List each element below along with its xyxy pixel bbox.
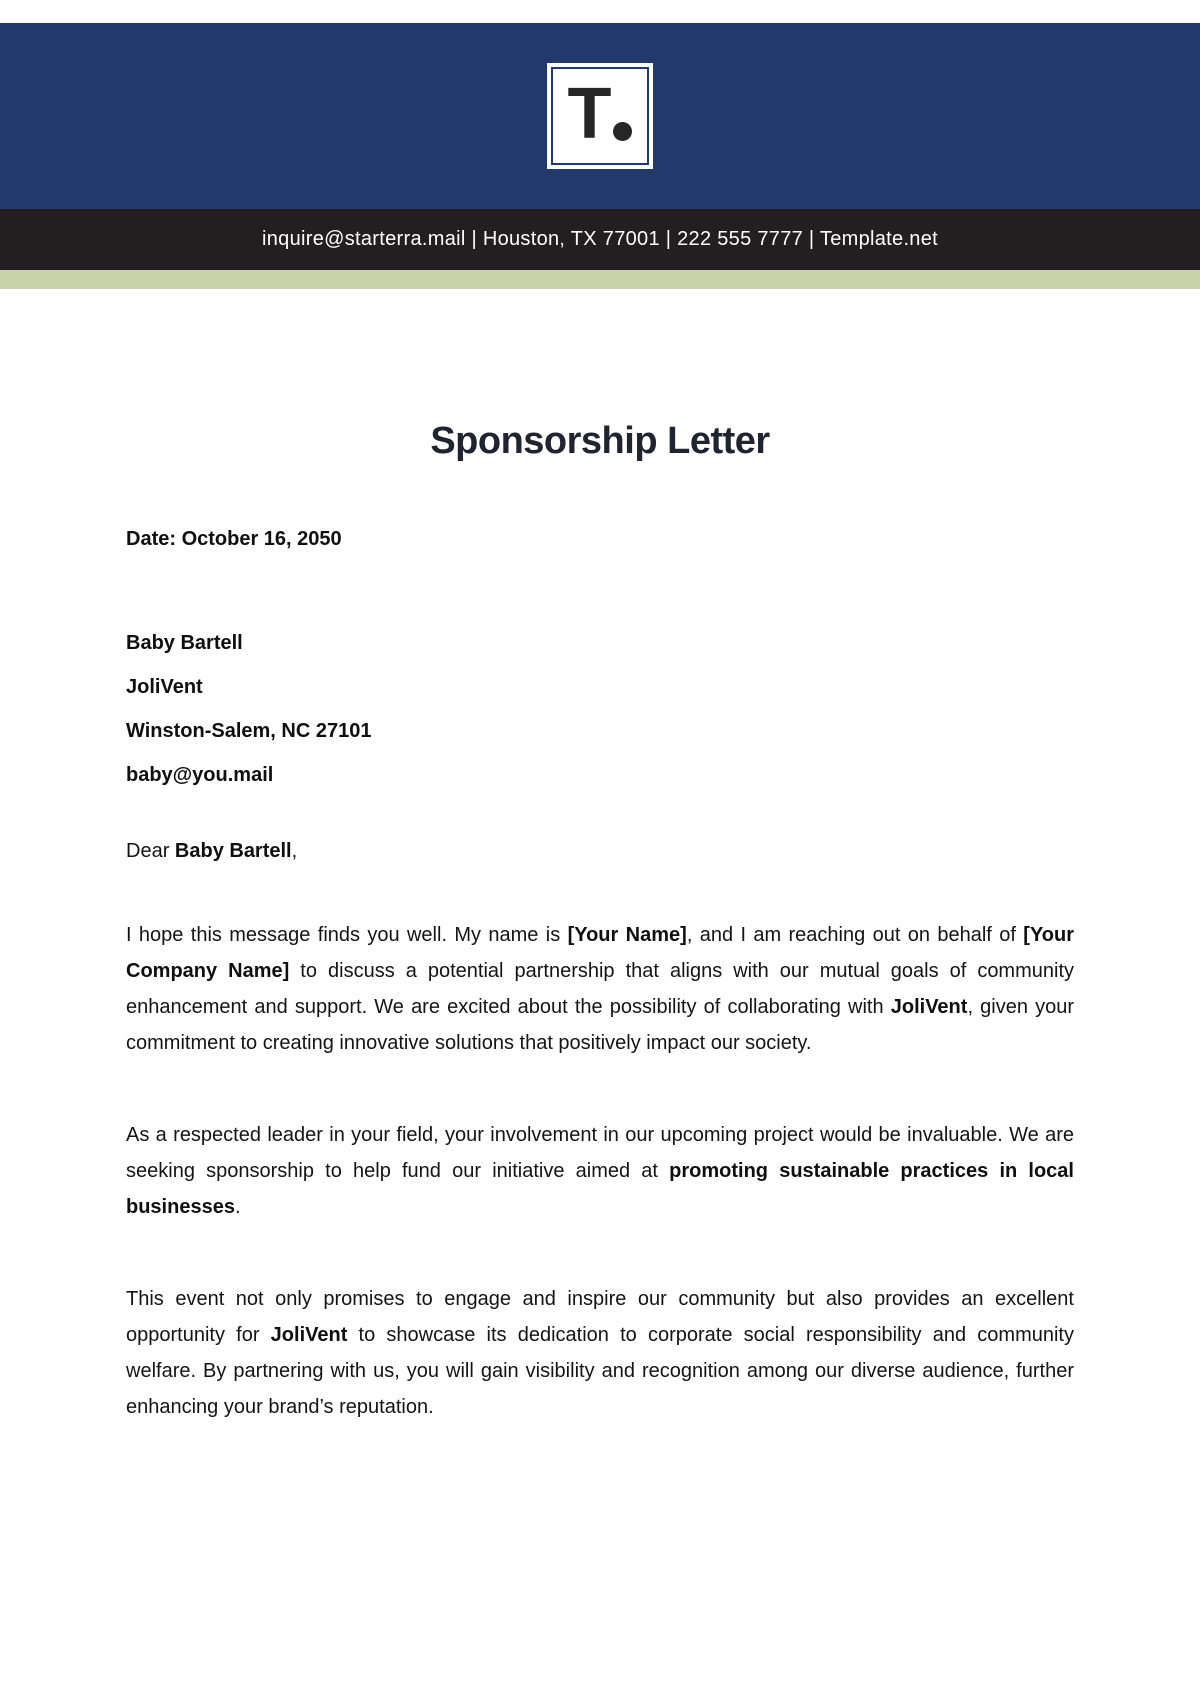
letterhead-band — [0, 23, 1200, 209]
recipient-block — [126, 621, 1074, 797]
body-paragraph-3: This event not only promises to engage and inspire our community but also provides an excellent opportunity for JoliVent to showcase its dedication to corporate social responsibility and community welfare. By partnering with us, you will gain visibility and recognition among our diverse audience, further enhancing your brand’s reputation. — [126, 1288, 1074, 1418]
letter-content — [0, 419, 1200, 1425]
company-logo-frame — [551, 67, 649, 165]
body-paragraph-1: I hope this message finds you well. My name is [Your Name], and I am reaching out on behalf of [Your Company Name] to discuss a potential partnership that aligns with our mutual goals of community enhancement and support. We are excited about the possibility of collaborating with JoliVent, given your commitment to creating innovative solutions that positively impact our society. — [126, 924, 1075, 1054]
company-logo — [547, 63, 653, 169]
contact-bar — [0, 209, 1200, 270]
logo-letter: T — [567, 73, 610, 154]
recipient-company: JoliVent — [126, 676, 203, 698]
recipient-name: Baby Bartell — [126, 632, 243, 654]
logo-dot-icon — [613, 122, 632, 141]
date-line: Date: October 16, 2050 — [126, 528, 342, 550]
accent-strip — [0, 270, 1200, 289]
contact-line: inquire@starterra.mail | Houston, TX 77001 | 222 555 7777 | Template.net — [261, 228, 939, 250]
page-title: Sponsorship Letter — [430, 420, 770, 462]
salutation-line: Dear Baby Bartell, — [126, 840, 298, 862]
recipient-address: Winston-Salem, NC 27101 — [126, 720, 372, 742]
logo-t-icon — [567, 73, 633, 154]
top-white-strip — [0, 0, 1200, 23]
recipient-email: baby@you.mail — [126, 764, 274, 786]
body-paragraph-2: As a respected leader in your field, your involvement in our upcoming project would be invaluable. We are seeking sponsorship to help fund our initiative aimed at promoting sustainable practices in local businesses. — [126, 1124, 1074, 1218]
